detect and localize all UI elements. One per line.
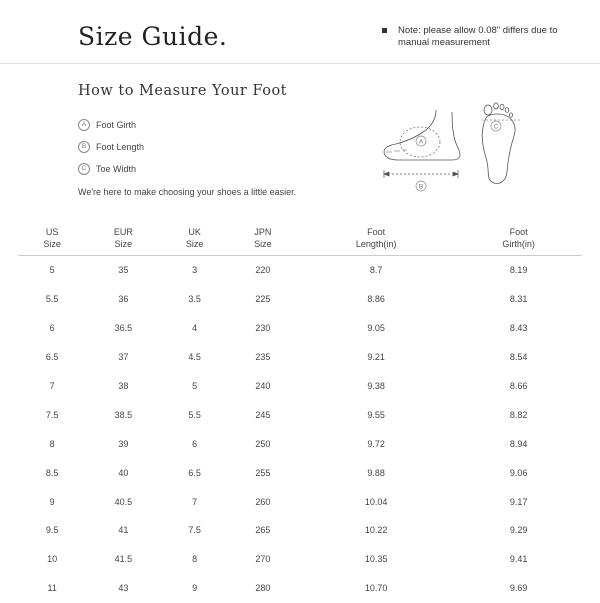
table-row — [18, 314, 582, 343]
cell-foot-length: 10.70 — [364, 583, 388, 594]
cell-foot-girth: 9.06 — [509, 467, 528, 478]
cell-uk-size: 4 — [192, 323, 198, 334]
cell-jpn-size: 220 — [255, 265, 271, 276]
cell-foot-length: 9.55 — [367, 409, 385, 420]
cell-foot-length: 9.05 — [367, 323, 385, 334]
cell-us-size: 6 — [49, 323, 55, 334]
legend-label: Foot Length — [96, 142, 145, 152]
cell-foot-girth: 8.31 — [509, 294, 528, 305]
note-text: Note: please allow 0.08" differs due to manual measurement — [398, 25, 558, 48]
marker-b-icon: B — [78, 141, 90, 153]
measurement-note — [382, 25, 582, 49]
foot-measurement-diagram-icon — [380, 100, 540, 200]
cell-jpn-size: 235 — [255, 352, 271, 363]
table-row — [18, 372, 582, 401]
cell-foot-length: 10.22 — [364, 525, 388, 536]
column-header-foot-girth: Foot Girth(in) — [455, 220, 582, 256]
table-row — [18, 516, 582, 545]
legend-label: Toe Width — [96, 164, 137, 174]
foot-sole-view-icon — [482, 103, 520, 184]
legend-item-foot-length — [78, 136, 144, 158]
cell-uk-size: 7 — [192, 496, 198, 507]
cell-foot-girth: 8.43 — [509, 323, 528, 334]
cell-foot-girth: 8.66 — [509, 381, 528, 391]
cell-foot-length: 9.72 — [367, 438, 385, 449]
cell-uk-size: 3.5 — [188, 294, 201, 305]
tagline: We're here to make choosing your shoes a little easier. — [78, 187, 297, 197]
diagram-marker-c-label: C — [493, 123, 499, 131]
cell-eur-size: 35 — [118, 265, 129, 276]
legend-item-foot-girth — [78, 114, 144, 136]
cell-jpn-size: 250 — [255, 438, 271, 449]
cell-uk-size: 6.5 — [188, 467, 201, 478]
cell-foot-girth: 8.54 — [509, 352, 528, 363]
cell-jpn-size: 230 — [255, 323, 271, 334]
cell-uk-size: 9 — [192, 583, 198, 594]
cell-foot-girth: 9.29 — [509, 525, 528, 536]
cell-uk-size: 5 — [192, 381, 198, 391]
table-row — [18, 343, 582, 372]
cell-foot-length: 10.35 — [364, 554, 388, 565]
cell-us-size: 9.5 — [45, 525, 59, 536]
cell-eur-size: 36 — [118, 294, 129, 305]
cell-foot-length: 9.38 — [367, 381, 385, 391]
cell-uk-size: 6 — [192, 438, 198, 449]
cell-eur-size: 38.5 — [114, 409, 133, 420]
table-body — [18, 256, 582, 603]
cell-foot-girth: 9.17 — [509, 496, 528, 507]
cell-jpn-size: 265 — [255, 525, 271, 536]
legend-label: Foot Girth — [96, 120, 137, 130]
cell-jpn-size: 245 — [255, 409, 271, 420]
cell-foot-girth: 9.69 — [509, 583, 528, 594]
measurement-legend — [78, 114, 144, 180]
cell-uk-size: 5.5 — [188, 409, 201, 420]
table-row — [18, 487, 582, 516]
cell-us-size: 5 — [49, 265, 55, 276]
cell-jpn-size: 280 — [255, 583, 271, 594]
cell-foot-girth: 9.41 — [509, 554, 528, 565]
cell-us-size: 11 — [47, 583, 57, 594]
cell-uk-size: 7.5 — [188, 525, 201, 536]
cell-eur-size: 43 — [118, 583, 129, 594]
cell-jpn-size: 270 — [255, 554, 271, 565]
cell-uk-size: 8 — [192, 554, 198, 565]
cell-eur-size: 40.5 — [114, 496, 133, 507]
table-row — [18, 400, 582, 429]
table-row — [18, 429, 582, 458]
page-title: Size Guide. — [78, 22, 228, 51]
cell-us-size: 10 — [47, 554, 58, 565]
marker-c-icon: C — [78, 163, 90, 175]
cell-eur-size: 38 — [118, 381, 129, 391]
bullet-icon — [382, 28, 387, 33]
table-row — [18, 574, 582, 603]
cell-foot-length: 8.86 — [367, 294, 385, 305]
cell-foot-length: 9.88 — [367, 467, 385, 478]
header-divider — [0, 63, 600, 64]
cell-uk-size: 3 — [192, 265, 198, 276]
column-header-us: US Size — [18, 220, 86, 256]
cell-eur-size: 37 — [118, 352, 129, 363]
column-header-eur: EUR Size — [86, 220, 160, 256]
column-header-foot-length: Foot Length(in) — [297, 220, 455, 256]
cell-eur-size: 39 — [118, 438, 129, 449]
cell-us-size: 5.5 — [45, 294, 59, 305]
cell-eur-size: 36.5 — [114, 323, 133, 334]
cell-jpn-size: 255 — [255, 467, 271, 478]
cell-us-size: 7.5 — [45, 409, 59, 420]
cell-eur-size: 40 — [118, 467, 129, 478]
column-header-jpn: JPN Size — [229, 220, 297, 256]
cell-foot-length: 8.7 — [369, 265, 383, 276]
diagram-marker-a-label: A — [418, 138, 424, 146]
section-title: How to Measure Your Foot — [78, 83, 288, 99]
diagram-marker-b-label: B — [418, 183, 424, 191]
cell-jpn-size: 225 — [255, 294, 271, 305]
marker-a-icon: A — [78, 119, 90, 131]
cell-eur-size: 41 — [118, 525, 129, 536]
table-row — [18, 545, 582, 574]
cell-foot-girth: 8.82 — [509, 409, 528, 420]
cell-us-size: 8.5 — [45, 467, 59, 478]
cell-us-size: 7 — [49, 381, 55, 391]
column-header-uk: UK Size — [160, 220, 228, 256]
table-header-row — [18, 220, 582, 256]
table-row — [18, 458, 582, 487]
cell-us-size: 9 — [49, 496, 55, 507]
foot-side-view-icon — [384, 110, 460, 160]
cell-us-size: 8 — [49, 438, 55, 449]
size-chart-table — [18, 220, 582, 603]
cell-jpn-size: 240 — [255, 381, 271, 391]
length-arrow-icon — [384, 170, 458, 178]
cell-foot-girth: 8.94 — [509, 438, 528, 449]
cell-jpn-size: 260 — [255, 496, 271, 507]
cell-foot-girth: 8.19 — [509, 265, 528, 276]
cell-uk-size: 4.5 — [188, 352, 201, 363]
cell-us-size: 6.5 — [45, 352, 59, 363]
table-row — [18, 285, 582, 314]
table-row — [18, 256, 582, 285]
cell-foot-length: 9.21 — [367, 352, 385, 363]
cell-eur-size: 41.5 — [114, 554, 133, 565]
cell-foot-length: 10.04 — [364, 496, 388, 507]
legend-item-toe-width — [78, 158, 144, 180]
